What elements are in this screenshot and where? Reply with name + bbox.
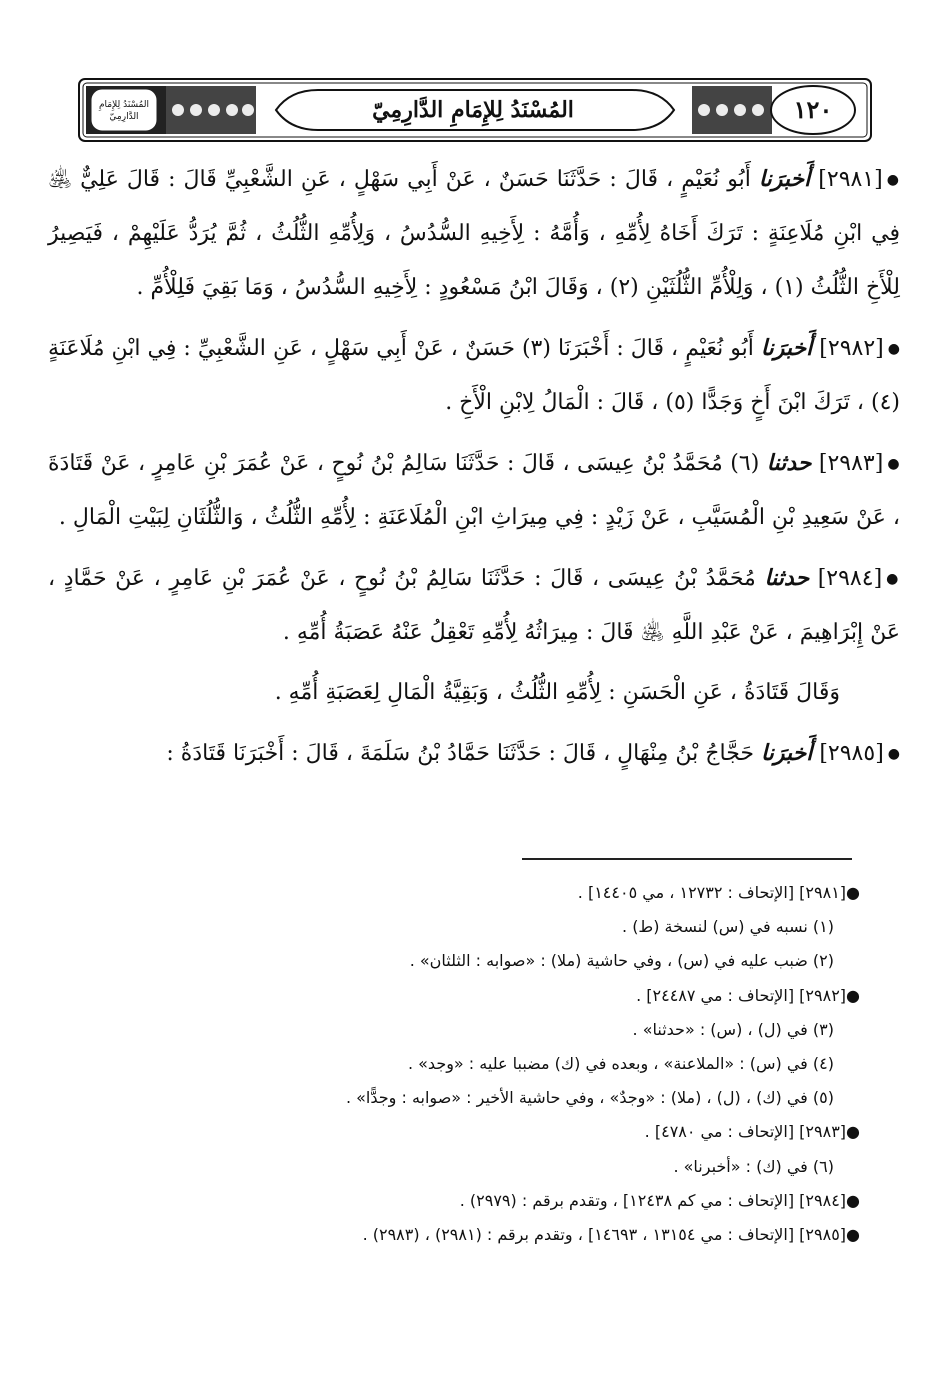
footnote-text: (٦) في (ك) : «أخبرنا» . bbox=[673, 1156, 834, 1176]
hadith-entry bbox=[48, 436, 900, 545]
hadith-text: (٦) مُحَمَّدُ بْنُ عِيسَى ، قَالَ : حَدَّثَنَا سَالِمُ بْنُ نُوحٍ ، عَنْ عُمَرَ بْنِ عَامِرٍ ، عَنْ قَتَادَةَ ، عَنْ سَعِيدِ بْنِ الْمُسَيَّبِ ، عَنْ زَيْدٍ : فِي مِيرَاثِ ابْنِ الْمُلَاعَنَةِ : لِأُمِّهِ الثُّلُثُ ، وَالثُّلُثَانِ لِبَيْتِ الْمَالِ . bbox=[48, 451, 900, 530]
hadith-entry bbox=[48, 152, 900, 315]
footnotes bbox=[140, 876, 860, 1252]
hadith-entry bbox=[48, 726, 900, 781]
footnote-reference bbox=[140, 1218, 860, 1252]
logo-text: المُسْنَدُ لِلإِمَامِ الدَّارِمِيّ bbox=[98, 100, 150, 122]
footnote-text: (٣) في (ل) ، (س) : «حدثنا» . bbox=[632, 1019, 834, 1039]
footnote bbox=[140, 1150, 860, 1184]
running-title: المُسْنَدُ لِلإِمَامِ الدَّارِمِيّ bbox=[372, 97, 574, 123]
footnote bbox=[140, 944, 860, 978]
hadith-text: حَجَّاجُ بْنُ مِنْهَالٍ ، قَالَ : حَدَّثَنَا حَمَّادُ بْنُ سَلَمَةَ ، قَالَ : أَخْبَرَنَا قَتَادَةُ : bbox=[166, 741, 754, 766]
page-number: ١٢٠ bbox=[793, 95, 833, 124]
footnote-text: (٥) في (ك) ، (ل) ، (ملا) : «وجدٌ» ، وفي حاشية الأخير : «صوابه : وجدًّا» . bbox=[345, 1088, 834, 1108]
footnote-bullet: ● bbox=[846, 985, 860, 1005]
bullet: ● bbox=[886, 571, 900, 587]
footnote bbox=[140, 1081, 860, 1115]
transmission-verb: أَخبرَنا bbox=[761, 740, 813, 766]
footnote-text: (١) نسبه في (س) لنسخة (ط) . bbox=[622, 917, 834, 937]
bullet: ● bbox=[887, 746, 900, 762]
footnote-bullet: ● bbox=[846, 883, 860, 902]
bullet: ● bbox=[886, 172, 900, 188]
transmission-verb: أَخبرَنا bbox=[758, 166, 811, 192]
transmission-verb: حدثنا bbox=[764, 565, 810, 591]
footnote-text: [٢٩٨٣] [الإتحاف : مي ٤٧٨٠] . bbox=[644, 1122, 847, 1142]
footnote-text: [٢٩٨٥] [الإتحاف : مي ١٣١٥٤ ، ١٤٦٩٣] ، وتقدم برقم : (٢٩٨١) ، (٢٩٨٣) . bbox=[362, 1225, 847, 1245]
footnote-text: [٢٩٨٢] [الإتحاف : مي ٢٤٤٨٧] . bbox=[636, 985, 847, 1005]
transmission-verb: أَخبرَنا bbox=[760, 335, 813, 361]
hadith-text: أَبُو نُعَيْمٍ ، قَالَ : حَدَّثَنَا حَسَنٌ ، عَنْ أَبِي سَهْلٍ ، عَنِ الشَّعْبِيِّ قَالَ : قَالَ عَلِيٌّ ﵁ فِي ابْنِ مُلَاعِنَةٍ : تَرَكَ أَخَاهُ لِأُمِّهِ ، وَأُمَّهُ : لِأَخِيهِ السُّدُسُ ، وَلِأُمِّهِ الثُّلُثُ ، ثُمَّ يُرَدُّ عَلَيْهِمْ ، فَيَصِيرُ لِلْأَخِ الثُّلُثُ (١) ، وَلِلْأُمِّ الثُّلُثَيْنِ (٢) ، وَقَالَ ابْنُ مَسْعُودٍ : لِأَخِيهِ السُّدُسُ ، وَمَا بَقِيَ فَلِلْأُمِّ . bbox=[48, 167, 900, 300]
footnote bbox=[140, 1047, 860, 1081]
footnote-reference bbox=[140, 979, 860, 1013]
hadith-entry bbox=[48, 321, 900, 430]
hadith-number: [٢٩٨٢] bbox=[819, 336, 884, 361]
hadith-text: مُحَمَّدُ بْنُ عِيسَى ، قَالَ : حَدَّثَنَا سَالِمُ بْنُ نُوحٍ ، عَنْ عُمَرَ بْنِ عَامِرٍ ، عَنْ حَمَّادٍ ، عَنْ إِبْرَاهِيمَ ، عَنْ عَبْدِ اللَّهِ ﵁ قَالَ : مِيرَاثُهُ لِأُمِّهِ تَعْقِلُ عَنْهُ عَصَبَةُ أُمِّهِ . bbox=[48, 566, 900, 645]
footnote-bullet: ● bbox=[846, 1190, 860, 1210]
footnote-bullet: ● bbox=[846, 1225, 860, 1245]
footnote-text: [٢٩٨١] [الإتحاف : ١٢٧٣٢ ، مي ١٤٤٠٥] . bbox=[577, 883, 847, 902]
hadith-continuation bbox=[48, 666, 900, 720]
page-header bbox=[78, 78, 872, 142]
hadith-entry bbox=[48, 551, 900, 660]
footnote-reference bbox=[140, 1115, 860, 1149]
bullet: ● bbox=[887, 456, 900, 472]
footnote-text: (٢) ضبب عليه في (س) ، وفي حاشية (ملا) : «صوابه : الثلثان» . bbox=[409, 951, 834, 971]
hadith-text: أَبُو نُعَيْمٍ ، قَالَ : أَخْبَرَنَا (٣) حَسَنٌ ، عَنْ أَبِي سَهْلٍ ، عَنِ الشَّعْبِيِّ : فِي ابْنِ مُلَاعَنَةٍ (٤) ، تَرَكَ ابْنَ أَخٍ وَجَدًّا (٥) ، قَالَ : الْمَالُ لِابْنِ الْأَخِ . bbox=[48, 336, 900, 415]
footnote-text: (٤) في (س) : «الملاعنة» ، وبعده في (ك) مضببا عليه : «وجد» . bbox=[407, 1054, 834, 1074]
hadith-number: [٢٩٨١] bbox=[818, 167, 883, 192]
footnote-reference bbox=[140, 1184, 860, 1218]
hadith-number: [٢٩٨٣] bbox=[818, 451, 884, 476]
hadith-text: وَقَالَ قَتَادَةُ ، عَنِ الْحَسَنِ : لِأُمِّهِ الثُّلُثُ ، وَبَقِيَّةُ الْمَالِ لِعَصَبَةِ أُمِّهِ . bbox=[274, 680, 840, 705]
hadith-number: [٢٩٨٤] bbox=[817, 566, 883, 591]
footnote bbox=[140, 910, 860, 944]
transmission-verb: حدثنا bbox=[766, 450, 812, 476]
footnote-bullet: ● bbox=[846, 1122, 860, 1142]
footnote-divider bbox=[522, 858, 852, 860]
header-logo bbox=[88, 86, 160, 134]
footnote bbox=[140, 1013, 860, 1047]
footnote-text: [٢٩٨٤] [الإتحاف : مي كم ١٢٤٣٨] ، وتقدم برقم : (٢٩٧٩) . bbox=[459, 1190, 847, 1210]
bullet: ● bbox=[887, 341, 900, 357]
hadith-number: [٢٩٨٥] bbox=[819, 741, 884, 766]
main-text bbox=[48, 152, 900, 787]
footnote-reference bbox=[140, 876, 860, 910]
